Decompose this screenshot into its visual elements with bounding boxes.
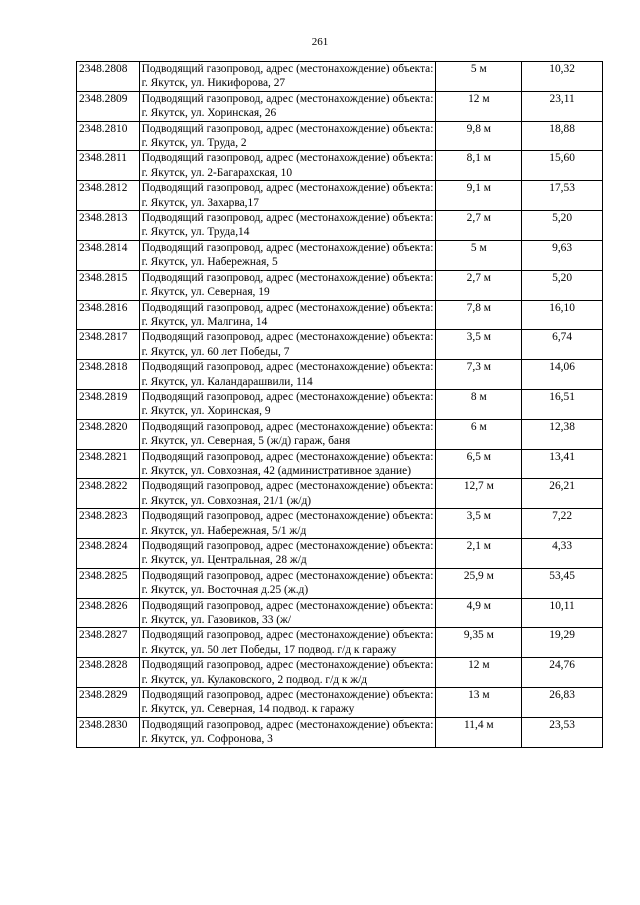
row-length: 11,4 м (436, 717, 522, 747)
row-description: Подводящий газопровод, адрес (местонахождение) объекта: г. Якутск, ул. Софронова, 3 (139, 717, 436, 747)
table-row (77, 688, 603, 718)
table-row (77, 121, 603, 151)
row-id: 2348.2820 (77, 419, 140, 449)
row-value: 7,22 (522, 509, 603, 539)
row-length: 3,5 м (436, 330, 522, 360)
row-length: 3,5 м (436, 509, 522, 539)
row-description: Подводящий газопровод, адрес (местонахождение) объекта: г. Якутск, ул. Северная, 14 подвод. к гаражу (139, 688, 436, 718)
row-id: 2348.2829 (77, 688, 140, 718)
row-value: 17,53 (522, 181, 603, 211)
table-row (77, 509, 603, 539)
row-description: Подводящий газопровод, адрес (местонахождение) объекта: г. Якутск, ул. Хоринская, 9 (139, 389, 436, 419)
row-value: 18,88 (522, 121, 603, 151)
row-description: Подводящий газопровод, адрес (местонахождение) объекта: г. Якутск, ул. Совхозная, 42 (административное здание) (139, 449, 436, 479)
row-length: 12 м (436, 658, 522, 688)
row-id: 2348.2811 (77, 151, 140, 181)
row-id: 2348.2818 (77, 360, 140, 390)
row-id: 2348.2813 (77, 211, 140, 241)
table-row (77, 360, 603, 390)
row-description: Подводящий газопровод, адрес (местонахождение) объекта: г. Якутск, ул. Северная, 5 (ж/д) гараж, баня (139, 419, 436, 449)
table-row (77, 300, 603, 330)
row-description: Подводящий газопровод, адрес (местонахождение) объекта: г. Якутск, ул. Труда, 2 (139, 121, 436, 151)
row-id: 2348.2816 (77, 300, 140, 330)
row-length: 6,5 м (436, 449, 522, 479)
row-id: 2348.2824 (77, 539, 140, 569)
row-description: Подводящий газопровод, адрес (местонахождение) объекта: г. Якутск, ул. Восточная д.25 (ж.д) (139, 568, 436, 598)
row-length: 13 м (436, 688, 522, 718)
row-length: 8,1 м (436, 151, 522, 181)
row-description: Подводящий газопровод, адрес (местонахождение) объекта: г. Якутск, ул. Никифорова, 27 (139, 62, 436, 92)
table-row (77, 568, 603, 598)
row-description: Подводящий газопровод, адрес (местонахождение) объекта: г. Якутск, ул. Малгина, 14 (139, 300, 436, 330)
table-row (77, 389, 603, 419)
table-row (77, 479, 603, 509)
row-value: 23,53 (522, 717, 603, 747)
row-id: 2348.2812 (77, 181, 140, 211)
row-id: 2348.2814 (77, 240, 140, 270)
table-row (77, 598, 603, 628)
row-value: 24,76 (522, 658, 603, 688)
row-length: 25,9 м (436, 568, 522, 598)
row-id: 2348.2808 (77, 62, 140, 92)
row-id: 2348.2815 (77, 270, 140, 300)
row-description: Подводящий газопровод, адрес (местонахождение) объекта: г. Якутск, ул. Набережная, 5 (139, 240, 436, 270)
row-id: 2348.2826 (77, 598, 140, 628)
table-row (77, 449, 603, 479)
row-id: 2348.2819 (77, 389, 140, 419)
row-id: 2348.2825 (77, 568, 140, 598)
row-length: 7,8 м (436, 300, 522, 330)
table-row (77, 181, 603, 211)
page-number: 261 (311, 36, 329, 48)
row-value: 53,45 (522, 568, 603, 598)
row-value: 16,10 (522, 300, 603, 330)
table-body (77, 62, 603, 748)
row-id: 2348.2827 (77, 628, 140, 658)
table-row (77, 91, 603, 121)
row-id: 2348.2828 (77, 658, 140, 688)
row-length: 2,7 м (436, 270, 522, 300)
table-row (77, 658, 603, 688)
row-value: 10,32 (522, 62, 603, 92)
row-description: Подводящий газопровод, адрес (местонахождение) объекта: г. Якутск, ул. Северная, 19 (139, 270, 436, 300)
row-length: 9,35 м (436, 628, 522, 658)
table-row (77, 211, 603, 241)
table-row (77, 628, 603, 658)
row-length: 9,1 м (436, 181, 522, 211)
row-id: 2348.2810 (77, 121, 140, 151)
row-value: 16,51 (522, 389, 603, 419)
row-description: Подводящий газопровод, адрес (местонахождение) объекта: г. Якутск, ул. 2-Багарахская, 10 (139, 151, 436, 181)
row-id: 2348.2817 (77, 330, 140, 360)
table-row (77, 62, 603, 92)
row-length: 6 м (436, 419, 522, 449)
row-length: 12 м (436, 91, 522, 121)
row-length: 2,7 м (436, 211, 522, 241)
table-row (77, 330, 603, 360)
row-value: 10,11 (522, 598, 603, 628)
table-row (77, 717, 603, 747)
row-value: 4,33 (522, 539, 603, 569)
row-length: 7,3 м (436, 360, 522, 390)
row-description: Подводящий газопровод, адрес (местонахождение) объекта: г. Якутск, ул. Кулаковского, 2 подвод. г/д к ж/д (139, 658, 436, 688)
row-value: 15,60 (522, 151, 603, 181)
row-value: 23,11 (522, 91, 603, 121)
table-row (77, 240, 603, 270)
row-description: Подводящий газопровод, адрес (местонахождение) объекта: г. Якутск, ул. 60 лет Победы, 7 (139, 330, 436, 360)
row-value: 19,29 (522, 628, 603, 658)
row-value: 12,38 (522, 419, 603, 449)
table-row (77, 151, 603, 181)
row-value: 14,06 (522, 360, 603, 390)
row-id: 2348.2809 (77, 91, 140, 121)
row-description: Подводящий газопровод, адрес (местонахождение) объекта: г. Якутск, ул. Каландарашвили, 114 (139, 360, 436, 390)
row-value: 9,63 (522, 240, 603, 270)
row-length: 8 м (436, 389, 522, 419)
row-id: 2348.2830 (77, 717, 140, 747)
table-row (77, 539, 603, 569)
row-id: 2348.2822 (77, 479, 140, 509)
table-row (77, 419, 603, 449)
row-value: 5,20 (522, 211, 603, 241)
row-value: 13,41 (522, 449, 603, 479)
row-length: 5 м (436, 62, 522, 92)
row-value: 26,83 (522, 688, 603, 718)
row-value: 6,74 (522, 330, 603, 360)
row-description: Подводящий газопровод, адрес (местонахождение) объекта: г. Якутск, ул. Набережная, 5/1 ж/д (139, 509, 436, 539)
row-length: 12,7 м (436, 479, 522, 509)
row-length: 9,8 м (436, 121, 522, 151)
row-description: Подводящий газопровод, адрес (местонахождение) объекта: г. Якутск, ул. Совхозная, 21/1 (ж/д) (139, 479, 436, 509)
row-id: 2348.2823 (77, 509, 140, 539)
row-description: Подводящий газопровод, адрес (местонахождение) объекта: г. Якутск, ул. Труда,14 (139, 211, 436, 241)
row-value: 5,20 (522, 270, 603, 300)
row-value: 26,21 (522, 479, 603, 509)
row-length: 5 м (436, 240, 522, 270)
table-row (77, 270, 603, 300)
pipeline-table (76, 61, 603, 748)
row-description: Подводящий газопровод, адрес (местонахождение) объекта: г. Якутск, ул. Центральная, 28 ж/д (139, 539, 436, 569)
row-description: Подводящий газопровод, адрес (местонахождение) объекта: г. Якутск, ул. Захарва,17 (139, 181, 436, 211)
row-length: 4,9 м (436, 598, 522, 628)
row-id: 2348.2821 (77, 449, 140, 479)
row-description: Подводящий газопровод, адрес (местонахождение) объекта: г. Якутск, ул. Хоринская, 26 (139, 91, 436, 121)
row-description: Подводящий газопровод, адрес (местонахождение) объекта: г. Якутск, ул. Газовиков, 33 (ж/ (139, 598, 436, 628)
row-length: 2,1 м (436, 539, 522, 569)
row-description: Подводящий газопровод, адрес (местонахождение) объекта: г. Якутск, ул. 50 лет Победы, 17 подвод. г/д к гаражу (139, 628, 436, 658)
